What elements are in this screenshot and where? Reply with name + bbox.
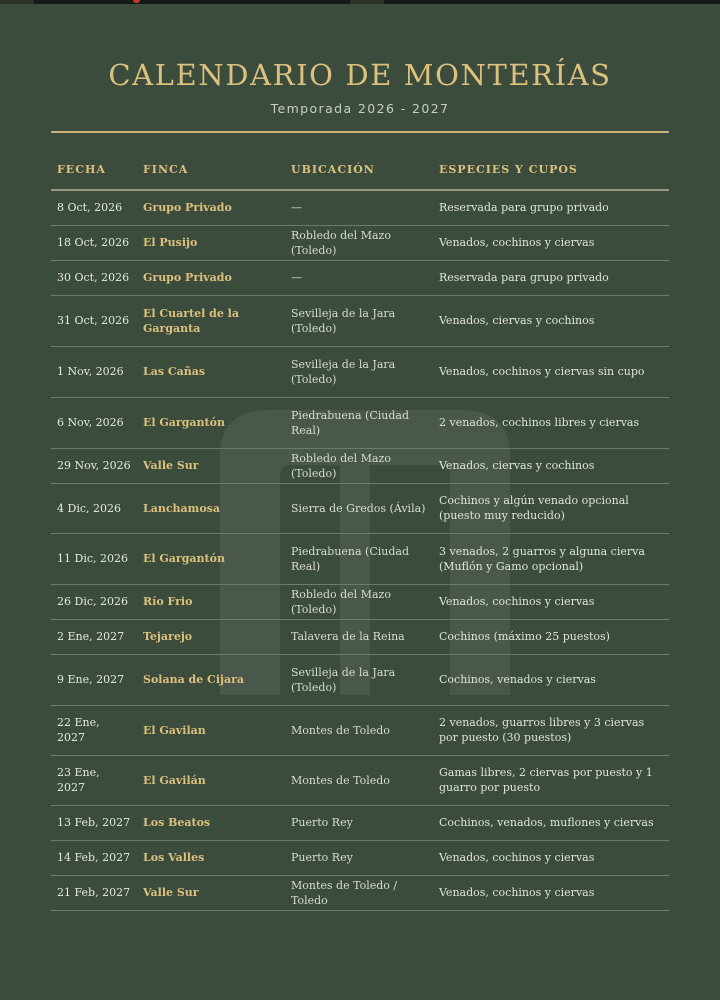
- cell-finca: Valle Sur: [137, 875, 285, 910]
- cell-fecha: 1 Nov, 2026: [51, 346, 137, 397]
- cell-fecha: 13 Feb, 2027: [51, 805, 137, 840]
- cell-fecha: 31 Oct, 2026: [51, 295, 137, 346]
- page-title: CALENDARIO DE MONTERÍAS: [108, 58, 612, 92]
- cell-ubicacion: Montes de Toledo: [285, 705, 433, 755]
- cell-finca: Valle Sur: [137, 448, 285, 483]
- table-row: [51, 705, 669, 755]
- column-header-fecha: FECHA: [51, 157, 137, 190]
- cell-ubicacion: Piedrabuena (Ciudad Real): [285, 533, 433, 584]
- status-strip-segment: [350, 0, 384, 4]
- cell-finca: Tejarejo: [137, 619, 285, 654]
- table-row: [51, 448, 669, 483]
- cell-ubicacion: Sevilleja de la Jara (Toledo): [285, 295, 433, 346]
- table-row: [51, 295, 669, 346]
- cell-ubicacion: —: [285, 260, 433, 295]
- cell-finca: Los Valles: [137, 840, 285, 875]
- cell-especies: Reservada para grupo privado: [433, 190, 669, 225]
- cell-ubicacion: Puerto Rey: [285, 805, 433, 840]
- status-strip-segment: [0, 0, 34, 4]
- cell-fecha: 18 Oct, 2026: [51, 225, 137, 260]
- cell-ubicacion: Sierra de Gredos (Ávila): [285, 483, 433, 533]
- table-header-row: [51, 157, 669, 190]
- column-header-ubicacion: UBICACIÓN: [285, 157, 433, 190]
- table-row: [51, 584, 669, 619]
- header-divider: [51, 131, 669, 133]
- cell-finca: El Pusijo: [137, 225, 285, 260]
- cell-especies: Venados, cochinos y ciervas: [433, 840, 669, 875]
- cell-ubicacion: Talavera de la Reina: [285, 619, 433, 654]
- cell-especies: Gamas libres, 2 ciervas por puesto y 1 guarro por puesto: [433, 755, 669, 805]
- cell-especies: Reservada para grupo privado: [433, 260, 669, 295]
- cell-ubicacion: —: [285, 190, 433, 225]
- cell-fecha: 14 Feb, 2027: [51, 840, 137, 875]
- cell-finca: Las Cañas: [137, 346, 285, 397]
- table-row: [51, 840, 669, 875]
- page-header: [52, 58, 668, 116]
- cell-finca: Lanchamosa: [137, 483, 285, 533]
- status-dot: [133, 0, 140, 3]
- table-row: [51, 190, 669, 225]
- cell-especies: Cochinos (máximo 25 puestos): [433, 619, 669, 654]
- table-row: [51, 533, 669, 584]
- cell-finca: Río Frio: [137, 584, 285, 619]
- cell-fecha: 21 Feb, 2027: [51, 875, 137, 910]
- table-row: [51, 346, 669, 397]
- top-status-strip: [0, 0, 720, 4]
- cell-ubicacion: Robledo del Mazo (Toledo): [285, 448, 433, 483]
- cell-especies: Cochinos, venados, muflones y ciervas: [433, 805, 669, 840]
- cell-finca: El Gavilan: [137, 705, 285, 755]
- cell-fecha: 9 Ene, 2027: [51, 654, 137, 705]
- cell-ubicacion: Sevilleja de la Jara (Toledo): [285, 346, 433, 397]
- table-row: [51, 654, 669, 705]
- cell-especies: 3 venados, 2 guarros y alguna cierva (Muflón y Gamo opcional): [433, 533, 669, 584]
- cell-finca: Solana de Cijara: [137, 654, 285, 705]
- table-row: [51, 875, 669, 910]
- column-header-especies: ESPECIES Y CUPOS: [433, 157, 669, 190]
- cell-especies: Cochinos y algún venado opcional (puesto muy reducido): [433, 483, 669, 533]
- cell-finca: El Cuartel de la Garganta: [137, 295, 285, 346]
- column-header-finca: FINCA: [137, 157, 285, 190]
- cell-fecha: 26 Dic, 2026: [51, 584, 137, 619]
- cell-especies: 2 venados, guarros libres y 3 ciervas por puesto (30 puestos): [433, 705, 669, 755]
- cell-especies: Venados, cochinos y ciervas sin cupo: [433, 346, 669, 397]
- table-row: [51, 755, 669, 805]
- cell-fecha: 8 Oct, 2026: [51, 190, 137, 225]
- cell-ubicacion: Piedrabuena (Ciudad Real): [285, 397, 433, 448]
- table-row: [51, 260, 669, 295]
- cell-finca: El Gargantón: [137, 397, 285, 448]
- cell-finca: Los Beatos: [137, 805, 285, 840]
- table-row: [51, 225, 669, 260]
- cell-finca: El Gavilán: [137, 755, 285, 805]
- calendar-table: [51, 157, 669, 911]
- cell-fecha: 4 Dic, 2026: [51, 483, 137, 533]
- cell-finca: Grupo Privado: [137, 260, 285, 295]
- cell-especies: Venados, cochinos y ciervas: [433, 225, 669, 260]
- cell-fecha: 6 Nov, 2026: [51, 397, 137, 448]
- cell-fecha: 22 Ene, 2027: [51, 705, 137, 755]
- table-row: [51, 483, 669, 533]
- cell-ubicacion: Robledo del Mazo (Toledo): [285, 584, 433, 619]
- cell-ubicacion: Robledo del Mazo (Toledo): [285, 225, 433, 260]
- cell-ubicacion: Montes de Toledo / Toledo: [285, 875, 433, 910]
- table-row: [51, 805, 669, 840]
- cell-finca: El Gargantón: [137, 533, 285, 584]
- page-subtitle: Temporada 2026 - 2027: [270, 101, 450, 116]
- cell-finca: Grupo Privado: [137, 190, 285, 225]
- cell-especies: Cochinos, venados y ciervas: [433, 654, 669, 705]
- cell-fecha: 23 Ene, 2027: [51, 755, 137, 805]
- cell-especies: Venados, ciervas y cochinos: [433, 295, 669, 346]
- cell-fecha: 29 Nov, 2026: [51, 448, 137, 483]
- table-row: [51, 619, 669, 654]
- cell-especies: Venados, ciervas y cochinos: [433, 448, 669, 483]
- cell-ubicacion: Sevilleja de la Jara (Toledo): [285, 654, 433, 705]
- table-row: [51, 397, 669, 448]
- cell-ubicacion: Montes de Toledo: [285, 755, 433, 805]
- cell-especies: 2 venados, cochinos libres y ciervas: [433, 397, 669, 448]
- cell-especies: Venados, cochinos y ciervas: [433, 584, 669, 619]
- cell-fecha: 11 Dic, 2026: [51, 533, 137, 584]
- cell-especies: Venados, cochinos y ciervas: [433, 875, 669, 910]
- cell-fecha: 30 Oct, 2026: [51, 260, 137, 295]
- cell-ubicacion: Puerto Rey: [285, 840, 433, 875]
- cell-fecha: 2 Ene, 2027: [51, 619, 137, 654]
